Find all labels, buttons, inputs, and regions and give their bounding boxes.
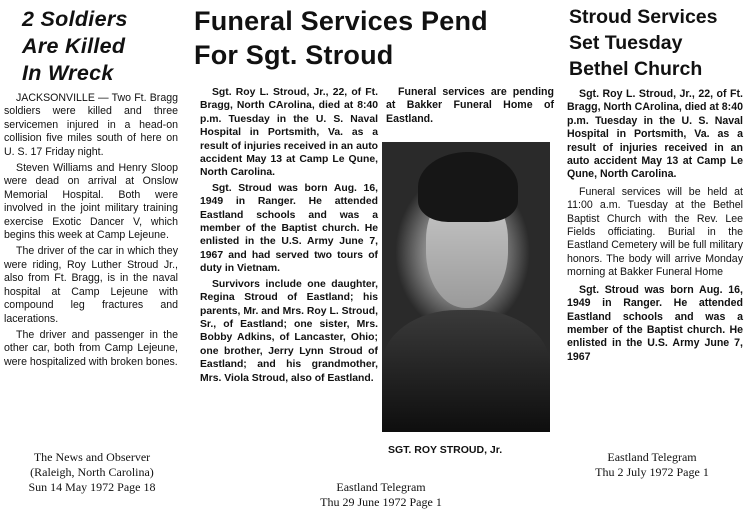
article-paragraph: JACKSONVILLE — Two Ft. Bragg soldiers were killed and three servicemen injured in a head-on collision five miles south of here on U. S. 17 Friday night.	[4, 92, 178, 158]
headline-funeral-services-pend	[194, 4, 560, 72]
clipping-eastland-telegram-june	[186, 0, 560, 478]
article-body	[4, 92, 178, 372]
credit-line: Eastland Telegram	[607, 450, 697, 464]
headline-line: Set Tuesday	[569, 32, 683, 54]
headline-line: Bethel Church	[569, 58, 703, 80]
credit-line: Thu 2 July 1972 Page 1	[595, 465, 709, 479]
portrait-photo	[382, 142, 550, 432]
article-body-right	[386, 86, 554, 126]
credit-line: Sun 14 May 1972 Page 18	[28, 480, 156, 494]
photo-hair-shape	[418, 152, 518, 222]
headline-line: Stroud Services	[569, 6, 718, 28]
article-paragraph: Sgt. Stroud was born Aug. 16, 1949 in Ranger. He attended Eastland schools and was a member of the Baptist church. He enlisted in the U.S. Army June 7, 1967 and had served two tours of duty in Vietnam.	[200, 182, 378, 275]
article-paragraph: Sgt. Stroud was born Aug. 16, 1949 in Ranger. He attended Eastland schools and was a member of the Baptist church. He enlisted in the U.S. Army June 7, 1967	[567, 283, 743, 363]
article-body-left	[200, 86, 378, 387]
source-credit-telegram-june	[276, 480, 486, 510]
photo-shoulders-shape	[382, 310, 550, 432]
headline-line: Are Killed	[22, 34, 126, 58]
headline-line: Funeral Services Pend	[194, 6, 488, 36]
headline-line: In Wreck	[22, 61, 114, 85]
source-credit-telegram-july	[562, 450, 742, 480]
article-paragraph: Survivors include one daughter, Regina Stroud of Eastland; his parents, Mr. and Mrs. Roy L. Stroud, Sr., of Eastland; one sister, Mrs. Bobby Adkins, of Lancaster, Ohio; one brother, Jerry Lynn Stroud of Eastland; and his grandmother, Mrs. Viola Stroud, also of Eastland.	[200, 278, 378, 384]
headline-soldiers-killed	[22, 6, 181, 87]
article-body	[567, 88, 743, 368]
credit-line: The News and Observer	[33, 450, 151, 464]
headline-line: For Sgt. Stroud	[194, 40, 394, 70]
credit-line: Thu 29 June 1972 Page 1	[320, 495, 442, 509]
clipping-eastland-telegram-july	[563, 0, 745, 446]
credit-line: Eastland Telegram	[336, 480, 426, 494]
photo-caption: SGT. ROY STROUD, Jr.	[388, 444, 503, 456]
article-paragraph: Funeral services will be held at 11:00 a.m. Tuesday at the Bethel Baptist Church with the Rev. Lee Fields officiating. Burial in the Eastland Cemetery will be full military honors. The body will arrive Monday morning at Bakker Funeral Home	[567, 185, 743, 279]
source-credit-news-observer	[4, 450, 180, 495]
article-paragraph: Steven Williams and Henry Sloop were dead on arrival at Onslow Memorial Hospital. Both were involved in the joint military training exercise Exotic Dancer V, which begins this week at Camp Lejeune.	[4, 162, 178, 242]
article-paragraph: Funeral services are pending at Bakker Funeral Home of Eastland.	[386, 86, 554, 125]
article-paragraph: Sgt. Roy L. Stroud, Jr., 22, of Ft. Bragg, North CArolina, died at 8:40 p.m. Tuesday in the U. S. Naval Hospital in Portsmith, Va. as a result of injuries received in an auto accident May 13 at Camp Le Qune, North Carolina.	[200, 87, 378, 179]
clipping-news-observer	[0, 0, 181, 446]
credit-line: (Raleigh, North Carolina)	[30, 465, 154, 479]
headline-line: 2 Soldiers	[22, 7, 128, 31]
article-paragraph: The driver and passenger in the other car, both from Camp Lejeune, were hospitalized with broken bones.	[4, 328, 178, 368]
headline-stroud-services	[569, 4, 745, 82]
article-paragraph: The driver of the car in which they were riding, Roy Luther Stroud Jr., also from Ft. Bragg, is in the naval hospital at Camp Lejeune with compound leg fractures and lacerations.	[4, 245, 178, 325]
article-paragraph: Sgt. Roy L. Stroud, Jr., 22, of Ft. Bragg, North CArolina, died at 8:40 p.m. Tuesday in the U. S. Naval Hospital in Portsmith, Va. as a result of injuries received in an auto accident May 13 at Camp Le Qune, North Carolina.	[567, 88, 743, 181]
